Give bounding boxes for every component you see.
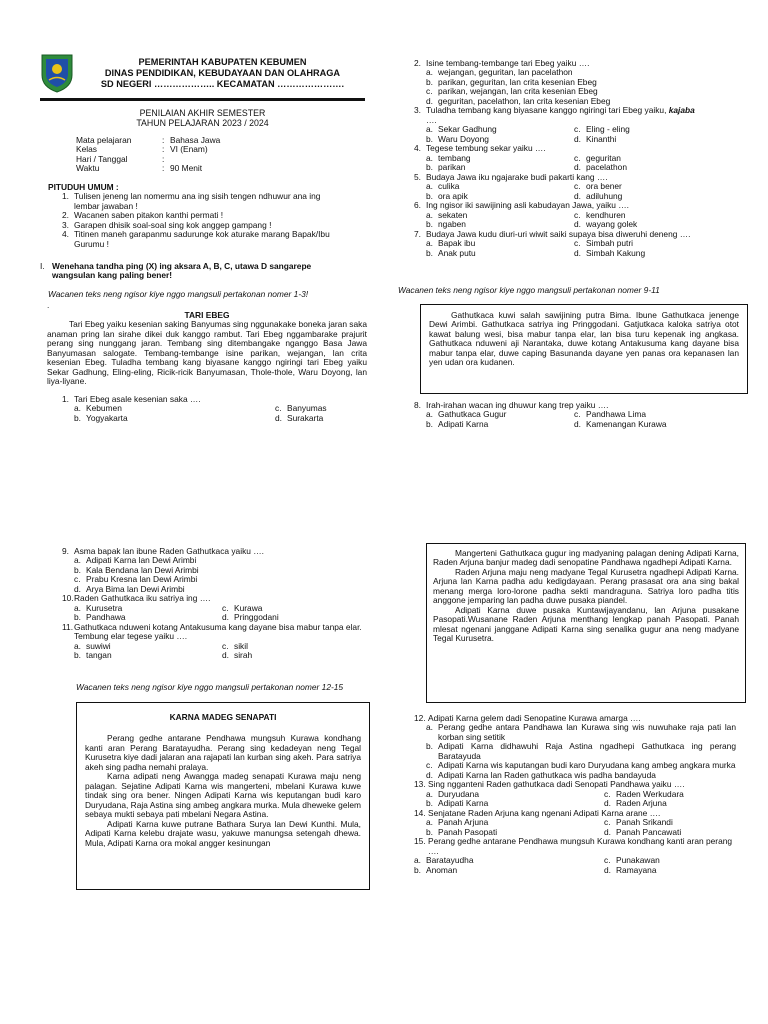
reading-note-3: Wacanen teks neng ngisor kiye nggo mangsuli pertakonan nomer 12-15 [76,682,344,692]
identity-row: Mata pelajaran : Bahasa Jawa [76,135,221,145]
story-tari-ebeg [47,311,367,387]
question-4: 4. Tegese tembung sekar yaiku …. a. tembang c. geguritan b. parikan d. pacelathon [414,143,627,173]
story-gathutkaca-box [420,304,748,394]
story-karna-box [76,702,370,890]
exam-title-block [40,109,365,129]
question-7: 7. Budaya Jawa kudu diuri-uri wiwit saiki supaya bisa diweruhi deneng …. a. Bapak ibu c. Simbah putri b. Anak putu d. Simbah Kakung [414,228,691,258]
school-logo [40,53,74,95]
story-paragraph: Adipati Karna kuwe putrane Bathara Surya lan Dewi Kunthi. Mula, Adipati Karna kelebu drajate wasu, yakuwe manungsa setengah dhewa. Mula, Adipati Karna ora mokal angger kesinungan [85,818,361,848]
identity-table [76,136,336,174]
question-12: 12. Adipati Karna gelem dadi Senopatine Kurawa amarga …. a. Perang gedhe antara Pandhawa lan Kurawa sing wis nuwuhake raja pati lan korban sing setitik b. Adipati Karna didhawuhi Raja Astina ngadhepi Gathutkaca ing perang Baratayuda c. Adipati Karna wis kaputangan budi karo Duryudana kang ambeg angkara murka d. Adipati Karna lan Raden gathutkaca wis padha bandayuda [414,713,736,780]
question-2: 2. Isine tembang-tembange tari Ebeg yaiku …. a. wejangan, geguritan, lan pacelathon b. parikan, geguritan, lan crita kesenian Ebeg c. parikan, wejangan, lan crita kesenian Ebeg d. geguritan, pacelathon, lan crita kesenian Ebeg [414,58,611,106]
exam-year: TAHUN PELAJARAN 2023 / 2024 [136,117,269,128]
exam-title: PENILAIAN AKHIR SEMESTER [139,108,266,118]
question-6: 6. Ing ngisor iki sawijining asli kabudayan Jawa, yaiku …. a. sekaten c. kendhuren b. ngaben d. wayang golek [414,200,638,230]
instruction-item: 2. Wacanen saben pitakon kanthi permati ! [62,210,224,221]
reading-note-2: Wacanen teks neng ngisor kiye nggo mangsuli pertakonan nomer 9-11 [398,285,660,295]
story-title: KARNA MADEG SENAPATI [169,712,277,722]
right-column-top [414,59,734,258]
kebumen-emblem-icon [40,53,74,93]
story-paragraph: Karna adipati neng Awangga madeg senapati Kurawa maju neng palagan. Sejatine Adipati Karna wis mangerteni, mbelani Kurawa kuwe tindak sing ora bener. Ningen Adipati Karna wis keputangan budi karo Duryudana, Raja Astina sing ambeg angkara murka. Mula dheweke gelem sebaya mukti sebaya pati mbelani Negara Astina. [85,771,361,820]
instruction-item: 3. Garapen dhisik soal-soal sing kok anggep gampang ! [62,219,272,230]
story-paragraph: Adipati Karna duwe pusaka Kuntawijayandanu, lan Arjuna pusakane Pasopati.Wusanane Raden Arjuna menthang lengkap panah Pasopati. Panah mlesat ngenani janggane Adipati Karna sing senalika gugur ana neng madyane Tegal Kurusetra. [433,604,739,644]
general-instructions [48,183,348,249]
letterhead-line1: PEMERINTAH KABUPATEN KEBUMEN [138,57,307,67]
letterhead-rule [40,98,365,101]
letterhead-line3: SD NEGERI ……………….. KECAMATAN …………………. [100,79,345,90]
story-arjuna-box [426,543,746,703]
identity-row: Hari / Tanggal : [76,153,165,164]
question-8: 8. Irah-irahan wacan ing dhuwur kang trep yaiku …. a. Gathutkaca Gugur c. Pandhawa Lima b. Adipati Karna d. Kamenangan Kurawa [414,400,667,429]
question-5: 5. Budaya Jawa iku ngajarake budi pakarti kang …. a. culika c. ora bener b. ora apik d. adiluhung [414,171,623,201]
question-15: 15. Perang gedhe antarane Pendhawa mungsuh Kurawa kondhang kanti aran perang …. a. Baratayudha c. Punakawan b. Anoman d. Ramayana [414,836,733,875]
stray-dot: . [47,300,50,310]
question-9: 9. Asma bapak lan ibune Raden Gathutkaca yaiku …. a. Adipati Karna lan Dewi Arimbi b. Kala Bendana lan Dewi Arimbi c. Prabu Kresna lan Dewi Arimbi d. Arya Bima lan Dewi Arimbi [62,546,264,594]
question-1: 1. Tari Ebeg asale kesenian saka …. a. Kebumen c. Banyumas b. Yogyakarta d. Surakarta [62,394,327,423]
question-3: 3. Tuladha tembang kang biyasane kanggo ngiringi tari Ebeg yaiku, kajaba …. a. Sekar Gadhung c. Eling - eling b. Waru Doyong d. Kinanthi [414,105,695,144]
section-1-instruction: I. Wenehana tandha ping (X) ing aksara A, B, C, utawa D sangarepe wangsulan kang paling bener! [40,261,312,281]
letterhead-line2: DINAS PENDIDIKAN, KEBUDAYAAN DAN OLAHRAGA [104,68,341,79]
instruction-item: 1. Tulisen jeneng lan nomermu ana ing sisih tengen ndhuwur ana ing lembar jawaban ! [62,191,321,211]
question-14: 14. Senjatane Raden Arjuna kang ngenani Adipati Karna arane …. a. Panah Arjuna c. Panah Srikandi b. Panah Pasopati d. Panah Pancawati [414,807,682,837]
question-13: 13. Sing ngganteni Raden gathutkaca dadi Senopati Pandhawa yaiku …. a. Duryudana c. Raden Werkudara b. Adipati Karna d. Raden Arjuna [414,779,685,809]
page2-left-questions [62,547,372,661]
story-title: TARI EBEG [184,310,230,320]
identity-row: Kelas : VI (Enam) [76,144,208,155]
instruction-item: 4. Titinen maneh garapanmu sadurunge kok aturake marang Bapak/Ibu Gurumu ! [62,229,330,249]
reading-note-1: Wacanen teks neng ngisor kiye nggo mangsuli pertakonan nomer 1-3! [48,289,309,299]
identity-row: Waktu : 90 Menit [76,163,203,174]
story-paragraph: Perang gedhe antarane Pendhawa mungsuh Kurawa kondhang kanti aran Perang Baratayudha. Perang sing kedadeyan neng Tegal Kurusetra kiye dadi jalaran ana rajapati lan kurban sing akeh. Para satriya akeh sing padha nemahi pralaya. [85,733,361,772]
question-10: 10. Raden Gathutkaca iku satriya ing …. a. Kurusetra c. Kurawa b. Pandhawa d. Pringgodani [62,593,279,623]
story-paragraph: Raden Arjuna maju neng madyane Tegal Kurusetra ngadhepi Adipati Karna. Arjuna lan Karna padha adu kedigdayaan. Perang prasasat ora ana sing bakal menang merga loro-lorone padha sekti mandraguna. Satriya loro padha titis anggone jemparing lan padha duwe pusaka piandel. [433,566,739,606]
page2-right-questions [414,714,736,875]
story-paragraph: Mangerteni Gathutkaca gugur ing madyaning palagan dening Adipati Karna, Raden Arjuna banjur madeg dadi senopatine Pandhawa ngadhepi Adipati Karna. [433,548,739,568]
story-body: Gathutkaca kuwi salah sawijining putra Bima. Ibune Gathutkaca jenenge Dewi Arimbi. Gathutkaca satriya ing Pringgodani. Gatjutkaca kaloka satriya otot kawat balung wesi, bisa mabur tanpa elar, lan bisa turu kepenak ing angkasa. Gathutkaca nduweni aji Narantaka, duwe kotang Antakusuma kang dayane bisa mabur tanpa elar, duwe caping Basunanda dayane yen panas ora kepanasen lan yen udan ora kudanen. [429,310,739,368]
question-11: 11. Gathutkaca nduweni kotang Antakusuma kang dayane bisa mabur tanpa elar. Tembung elar tegese yaiku …. a. suwiwi c. sikil b. tangan d. sirah [62,621,362,661]
story-body: Tari Ebeg yaiku kesenian saking Banyumas sing nggunakake boneka jaran saka anaman pring lan sirahe dikei duk kanggo rambut. Tari Ebeg nggambarake prajurit perang sing nunggang jaran. Tembang sing ditembangake nganggo Basa Jawa Banyumasan salogate. Tembang-tembange isine parikan, wejangan, lan crita kesenian Ebeg. Tuladha tembang kang biyasane kanggo ngiringi tari Ebeg yaiku Sekar Gadhung, Eling-eling, Ricik-ricik Banyumasan, Thole-thole, Waru Doyong, lan liya-liyane. [47,319,367,387]
instructions-title: PITUDUH UMUM : [48,182,119,192]
letterhead [80,57,365,90]
